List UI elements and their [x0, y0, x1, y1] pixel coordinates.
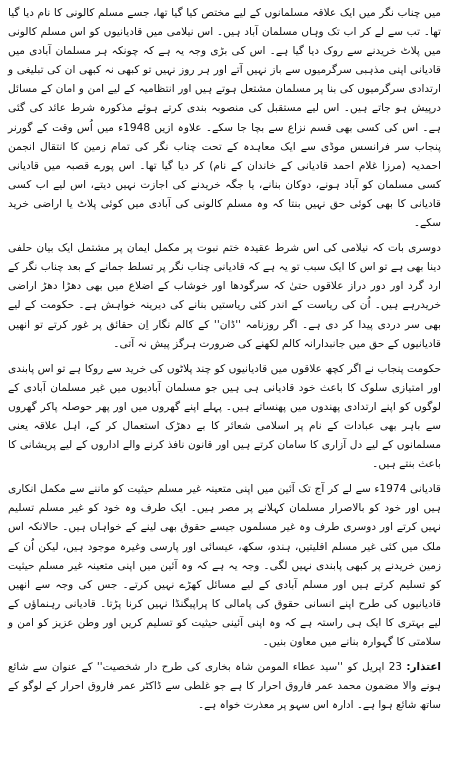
- correction-text: 23 اپریل کو ''سید عطاء المومن شاہ بخاری کی طرح دار شخصیت'' کے عنوان سے شائع ہونے والا مضمون محمد عمر فاروق احرار کا ہے جو غلطی سے ڈاکٹر عمر فاروق احرار کے لوگو کے ساتھ شائع ہوا ہے۔ ادارہ اس سہو پر معذرت خواہ ہے۔: [8, 661, 441, 712]
- paragraph-4: قادیانی 1974ء سے لے کر آج تک آئین میں اپنی متعینہ غیر مسلم حیثیت کو ماننے سے مکمل انکاری ہیں اور خود کو بالاصرار مسلمان کہلانے پر مصر ہیں۔ ایک طرف وہ خود کو غیر مسلم تسلیم نہیں کرتے اور دوسری طرف وہ غیر مسلموں جیسے حقوق بھی لینے کے خواہاں ہیں۔ حالانکہ اس ملک میں کئی غیر مسلم اقلیتیں، ہندو، سکھ، عیسائی اور پارسی وغیرہ موجود ہیں، لیکن اُن کے زمین خریدنے پر کبھی پابندی نہیں لگی۔ وجہ یہ ہے کہ وہ آئین میں اپنی متعینہ غیر مسلم حیثیت کو تسلیم کرتے ہیں اور مسلم آبادی کے لیے مسائل کھڑے نہیں کرتے۔ جس کی وجہ سے انھیں قادیانیوں کی طرح اپنے انسانی حقوق کی پامالی کا پراپیگنڈا نہیں کرنا پڑتا۔ قادیانی رہنماؤں کے لیے بہتری کا ایک ہی راستہ ہے کہ وہ اپنی آئینی حیثیت کو تسلیم کریں اور وطن عزیز کو امن و سلامتی کا گہوارہ بنانے میں معاون بنیں۔: [8, 483, 441, 648]
- correction-label: اعتذار:: [406, 661, 441, 674]
- paragraph-1: میں چناب نگر میں ایک علاقہ مسلمانوں کے لیے مختص کیا گیا تھا، جسے مسلم کالونی کا نام دیا گیا تھا۔ تب سے لے کر اب تک وہاں مسلمان آباد ہیں۔ اس نیلامی میں قادیانیوں کو اس مسلم کالونی میں پلاٹ خریدنے سے روک دیا گیا ہے۔ اس کی بڑی وجہ یہ ہے کہ چونکہ ہر مسلمان آبادی میں قادیانی اپنی مذہبی سرگرمیوں سے باز نہیں آتے اور ہر روز نہیں تو کبھی نہ کبھی ان کی تبلیغی و ارتدادی سرگرمیوں کی بنا پر مسلمان مشتعل ہوتے ہیں اور انتظامیہ کے لیے امن و امان کے مسائل درپیش ہو جاتے ہیں۔ اس لیے مستقبل کی منصوبہ بندی کرتے ہوئے مذکورہ شرط عائد کی گئی ہے۔ اس کی کسی بھی قسم نزاع سے بچا جا سکے۔ علاوہ ازیں 1948ء میں اُس وقت کے گورنر پنجاب سر فرانسس موڈی سے ایک معاہدہ کے تحت چناب نگر کی تمام زمین کا انتقال انجمن احمدیہ (مرزا غلام احمد قادیانی کے خاندان کے نام) کر دیا گیا تھا۔ اس پورے قصبہ میں قادیانی کسی مسلمان کو آباد ہونے، دوکان بنانے، یا جگہ خریدنے کی اجازت نہیں دیتے، اس لیے اب کسی قادیانی کا بھی کوئی حق نہیں بنتا کہ وہ مسلم کالونی کی آبادی میں کوئی پلاٹ یا اراضی خرید سکے۔: [8, 7, 442, 230]
- correction-note: [8, 658, 441, 715]
- paragraph-3: حکومت پنجاب نے اگر کچھ علاقوں میں قادیانیوں کو چند پلاٹوں کی خرید سے روکا ہے تو اس پابندی اور امتیازی سلوک کا باعث خود قادیانی ہی ہیں جو مسلمان آبادیوں میں غیر مسلمان آبادی کے لوگوں کو اپنے ارتدادی پھندوں میں پھنساتے ہیں۔ پہلے اپنے گھروں میں اور پھر حوصلہ پاکر گھروں سے باہر بھی عبادات کے نام پر اسلامی شعائر کا بے دھڑک استعمال کر کے، اہل علاقہ یعنی مسلمانوں کے لیے دل آزاری کا سامان کرتے ہیں اور قانون نافذ کرنے والے اداروں کے لیے پریشانی کا باعث بنتے ہیں۔: [8, 362, 441, 471]
- paragraph-2: دوسری بات کہ نیلامی کی اس شرط عقیدہ ختم نبوت پر مکمل ایمان پر مشتمل ایک بیان حلفی دینا بھی ہے تو اس کا ایک سبب تو یہ ہے کہ قادیانی چناب نگر پر تسلط جمانے کے بعد چناب نگر کے ارد گرد اور دور دراز علاقوں حتیٰ کہ سرگودھا اور خوشاب کے اضلاع میں بھی دھڑا دھڑ اراضی خریدرہے ہیں۔ اُن کی ریاست کے اندر کئی ریاستیں بنانے کی دیرینہ خواہش ہے۔ حکومت کے لیے بھی سر دردی پیدا کر دی ہے۔ اگر روزنامہ ''ڈان'' کے کالم نگار اِن حقائق پر غور کرتے تو انھیں قادیانیوں کے حق میں جانبدارانہ کالم لکھنے کی ضرورت ہرگز پیش نہ آتی۔: [8, 242, 441, 350]
